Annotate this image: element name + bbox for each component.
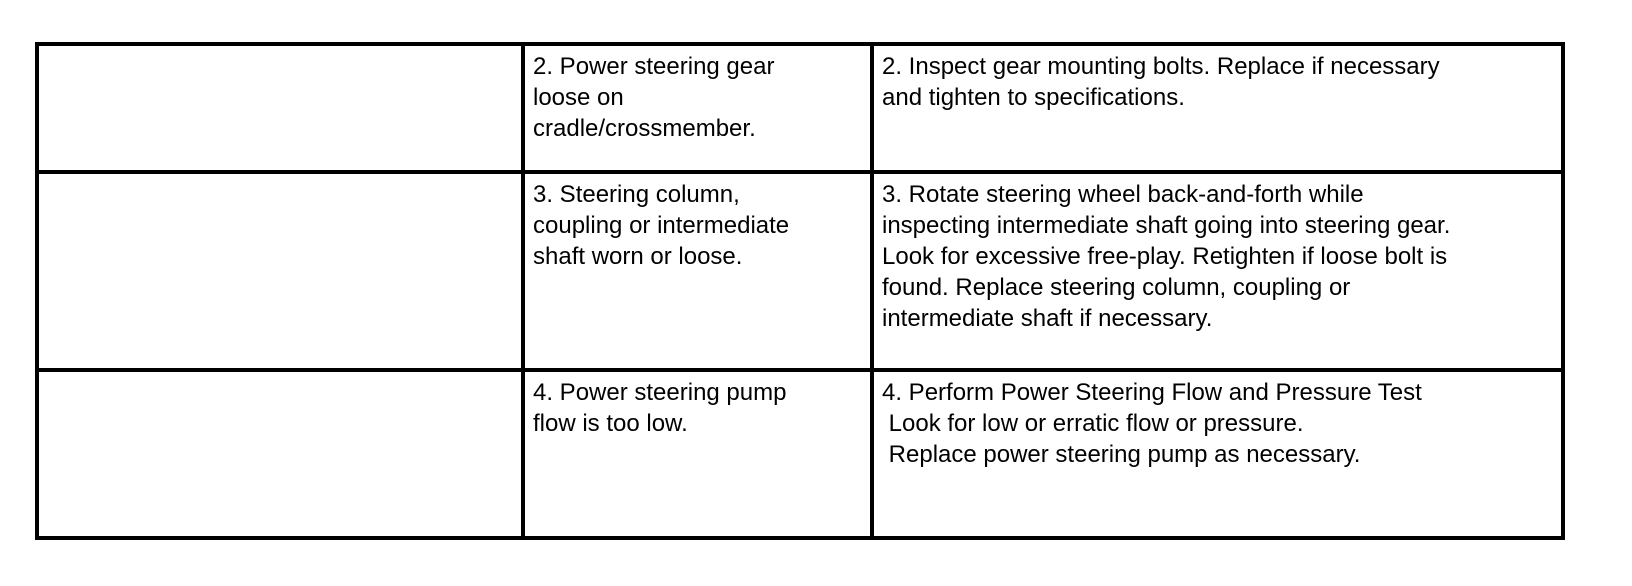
action-line: found. Replace steering column, coupling or (882, 274, 1351, 301)
table-row (37, 44, 1563, 172)
cause-line: coupling or intermediate (533, 212, 790, 239)
action-cell (872, 44, 1563, 172)
symptom-cell (37, 172, 523, 370)
cause-cell (523, 370, 872, 538)
action-line: 2. Inspect gear mounting bolts. Replace if necessary (882, 53, 1440, 80)
action-line: 3. Rotate steering wheel back-and-forth while (882, 181, 1364, 208)
cause-cell (523, 172, 872, 370)
cause-line: 2. Power steering gear (533, 53, 775, 80)
diagnosis-table (35, 42, 1565, 540)
action-line: Replace power steering pump as necessary. (882, 441, 1361, 468)
action-line: 4. Perform Power Steering Flow and Pressure Test (882, 379, 1422, 406)
table-row (37, 370, 1563, 538)
cause-line: loose on (533, 84, 624, 111)
cause-line: 4. Power steering pump (533, 379, 787, 406)
symptom-cell (37, 44, 523, 172)
action-line: and tighten to specifications. (882, 84, 1185, 111)
action-line: inspecting intermediate shaft going into steering gear. (882, 212, 1451, 239)
action-line: intermediate shaft if necessary. (882, 305, 1213, 332)
action-line: Look for excessive free-play. Retighten if loose bolt is (882, 243, 1448, 270)
table-row (37, 172, 1563, 370)
cause-line: cradle/crossmember. (533, 115, 756, 142)
action-cell (872, 370, 1563, 538)
cause-line: 3. Steering column, (533, 181, 740, 208)
symptom-cell (37, 370, 523, 538)
cause-line: shaft worn or loose. (533, 243, 743, 270)
cause-cell (523, 44, 872, 172)
action-cell (872, 172, 1563, 370)
cause-line: flow is too low. (533, 410, 688, 437)
action-line: Look for low or erratic flow or pressure. (882, 410, 1304, 437)
